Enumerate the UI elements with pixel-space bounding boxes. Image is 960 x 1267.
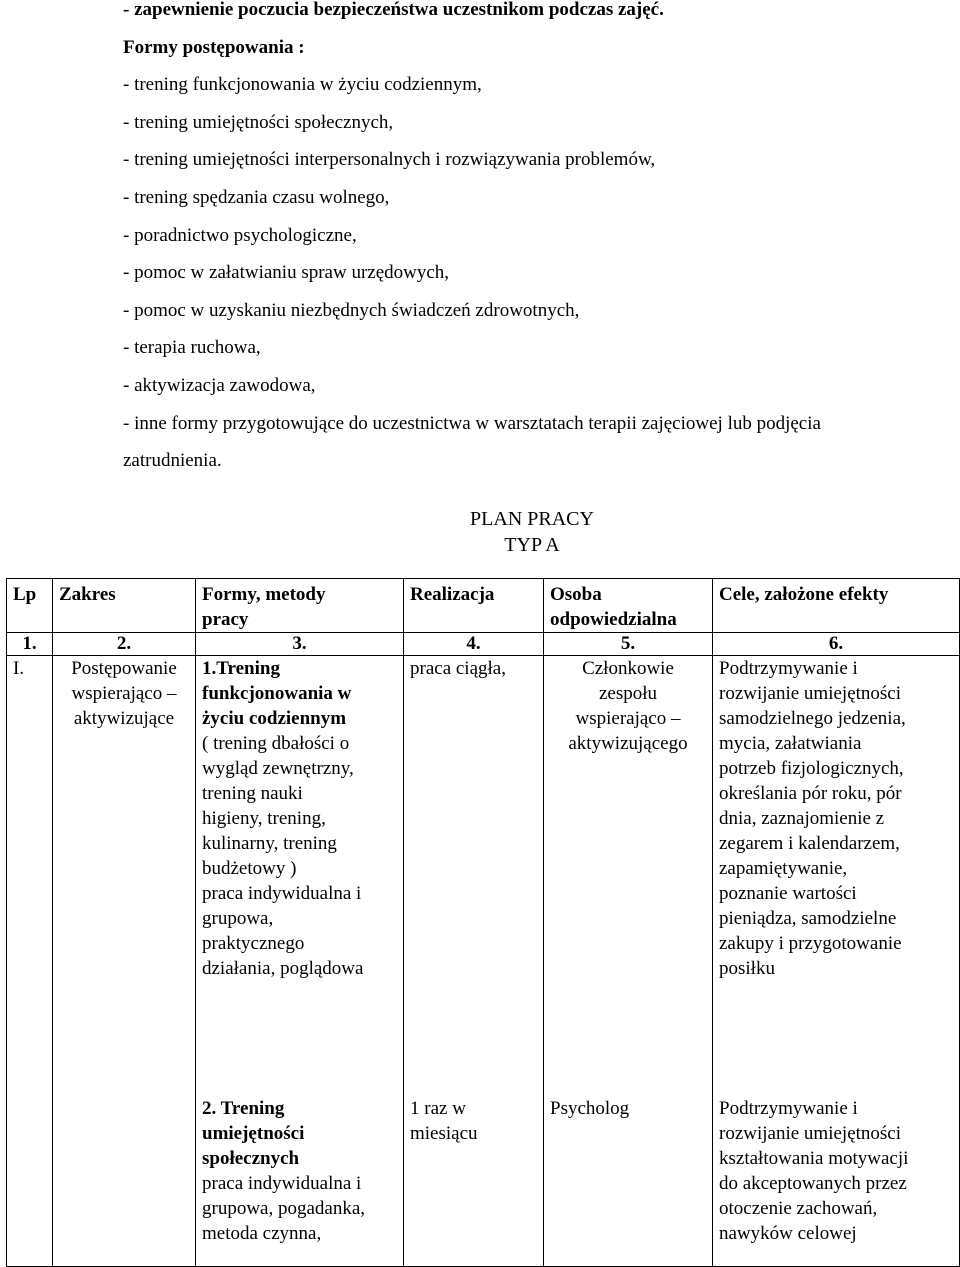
row1-zakres-line: Postępowanie bbox=[71, 658, 177, 679]
row1-formy-line: wygląd zewnętrzny, bbox=[202, 758, 354, 779]
row2-realizacja-line: 1 raz w bbox=[410, 1098, 466, 1119]
row2-cele-line: do akceptowanych przez bbox=[719, 1173, 907, 1194]
number-cell: 6. bbox=[713, 633, 960, 656]
forms-item: - pomoc w załatwianiu spraw urzędowych, bbox=[123, 262, 450, 284]
row1-realizacja: praca ciągła, bbox=[404, 656, 544, 1097]
header-osoba bbox=[544, 579, 713, 633]
row1-formy-line: kulinarny, trening bbox=[202, 833, 337, 854]
row1-formy-line: trening nauki bbox=[202, 783, 303, 804]
row1-cele-line: zegarem i kalendarzem, bbox=[719, 833, 900, 854]
row1-formy-bold-line: życiu codziennym bbox=[202, 708, 347, 729]
row1-formy-bold-line: funkcjonowania w bbox=[202, 683, 352, 704]
number-cell: 4. bbox=[404, 633, 544, 656]
number-cell: 2. bbox=[53, 633, 196, 656]
row1-zakres bbox=[53, 656, 196, 1097]
forms-item: - aktywizacja zawodowa, bbox=[123, 374, 316, 396]
forms-item: - poradnictwo psychologiczne, bbox=[123, 224, 357, 246]
header-osoba-line: Osoba bbox=[550, 584, 602, 605]
header-formy-line: pracy bbox=[202, 609, 249, 630]
row2-formy-bold-line: społecznych bbox=[202, 1148, 300, 1169]
row1-osoba bbox=[544, 656, 713, 1097]
row1-cele-line: rozwijanie umiejętności bbox=[719, 683, 902, 704]
row1-formy-bold-line: 1.Trening bbox=[202, 658, 280, 679]
number-cell: 5. bbox=[544, 633, 713, 656]
intro-line: - zapewnienie poczucia bezpieczeństwa uczestnikom podczas zajęć. bbox=[123, 0, 664, 20]
row1-cele-line: pieniądza, samodzielne bbox=[719, 908, 897, 929]
row1-formy-line: ( trening dbałości o bbox=[202, 733, 350, 754]
row2-cele-line: otoczenie zachowań, bbox=[719, 1198, 878, 1219]
row1-cele-line: zapamiętywanie, bbox=[719, 858, 848, 879]
header-formy bbox=[196, 579, 404, 633]
row2-cele-line: nawyków celowej bbox=[719, 1223, 857, 1244]
row1-cele-line: samodzielnego jedzenia, bbox=[719, 708, 906, 729]
row2-formy-line: praca indywidualna i bbox=[202, 1173, 362, 1194]
row1-osoba-line: Członkowie bbox=[582, 658, 674, 679]
row2-realizacja bbox=[404, 1096, 544, 1267]
row1-cele-line: zakupy i przygotowanie bbox=[719, 933, 902, 954]
row1-formy-line: działania, poglądowa bbox=[202, 958, 364, 979]
row1-osoba-line: zespołu bbox=[598, 683, 658, 704]
row1-cele-line: Podtrzymywanie i bbox=[719, 658, 858, 679]
row1-osoba-line: wspierająco – bbox=[575, 708, 681, 729]
row1-formy-line: budżetowy ) bbox=[202, 858, 297, 879]
intro-paragraph bbox=[123, 0, 930, 480]
plan-table bbox=[6, 578, 960, 1267]
row2-formy-line: metoda czynna, bbox=[202, 1223, 322, 1244]
table-row bbox=[7, 656, 960, 1097]
row2-lp bbox=[7, 1096, 53, 1267]
row1-cele-line: potrzeb fizjologicznych, bbox=[719, 758, 904, 779]
row2-formy bbox=[196, 1096, 404, 1267]
forms-item: - pomoc w uzyskaniu niezbędnych świadczeń zdrowotnych, bbox=[123, 299, 580, 321]
header-zakres: Zakres bbox=[53, 579, 196, 633]
forms-item: - trening spędzania czasu wolnego, bbox=[123, 186, 390, 208]
row1-formy-line: praca indywidualna i bbox=[202, 883, 362, 904]
row1-cele-line: określania pór roku, pór bbox=[719, 783, 902, 804]
row2-cele-line: kształtowania motywacji bbox=[719, 1148, 909, 1169]
plan-title: PLAN PRACY bbox=[470, 508, 594, 530]
forms-item: - trening funkcjonowania w życiu codziennym, bbox=[123, 74, 482, 96]
header-realizacja: Realizacja bbox=[404, 579, 544, 633]
table-row bbox=[7, 1096, 960, 1267]
number-cell: 3. bbox=[196, 633, 404, 656]
row1-formy-line: praktycznego bbox=[202, 933, 305, 954]
row1-formy bbox=[196, 656, 404, 1097]
plan-subtitle: TYP A bbox=[504, 534, 560, 556]
row2-cele-line: Podtrzymywanie i bbox=[719, 1098, 858, 1119]
header-lp: Lp bbox=[7, 579, 53, 633]
forms-item: - trening umiejętności społecznych, bbox=[123, 111, 394, 133]
row2-zakres bbox=[53, 1096, 196, 1267]
table-header-row bbox=[7, 579, 960, 633]
row2-cele bbox=[713, 1096, 960, 1267]
row1-osoba-line: aktywizującego bbox=[568, 733, 688, 754]
row2-osoba: Psycholog bbox=[544, 1096, 713, 1267]
forms-heading: Formy postępowania : bbox=[123, 36, 305, 58]
plan-title-block bbox=[0, 506, 960, 558]
row1-formy-line: higieny, trening, bbox=[202, 808, 326, 829]
row2-formy-bold-line: 2. Trening bbox=[202, 1098, 285, 1119]
row2-formy-bold-line: umiejętności bbox=[202, 1123, 305, 1144]
header-cele: Cele, założone efekty bbox=[713, 579, 960, 633]
row1-cele bbox=[713, 656, 960, 1097]
row1-lp: I. bbox=[7, 656, 53, 1097]
row2-formy-line: grupowa, pogadanka, bbox=[202, 1198, 366, 1219]
table-number-row bbox=[7, 633, 960, 656]
row1-cele-line: mycia, załatwiania bbox=[719, 733, 862, 754]
row2-cele-line: rozwijanie umiejętności bbox=[719, 1123, 902, 1144]
header-osoba-line: odpowiedzialna bbox=[550, 609, 677, 630]
forms-item: zatrudnienia. bbox=[123, 450, 222, 472]
row1-cele-line: dnia, zaznajomienie z bbox=[719, 808, 885, 829]
row1-cele-line: posiłku bbox=[719, 958, 775, 979]
forms-item: - terapia ruchowa, bbox=[123, 337, 261, 359]
row1-formy-line: grupowa, bbox=[202, 908, 274, 929]
forms-item: - inne formy przygotowujące do uczestnictwa w warsztatach terapii zajęciowej lub podjęcia bbox=[123, 412, 821, 434]
row2-realizacja-line: miesiącu bbox=[410, 1123, 478, 1144]
number-cell: 1. bbox=[7, 633, 53, 656]
row1-zakres-line: aktywizujące bbox=[73, 708, 175, 729]
forms-item: - trening umiejętności interpersonalnych i rozwiązywania problemów, bbox=[123, 149, 656, 171]
row1-zakres-line: wspierająco – bbox=[71, 683, 177, 704]
row1-cele-line: poznanie wartości bbox=[719, 883, 857, 904]
header-formy-line: Formy, metody bbox=[202, 584, 326, 605]
